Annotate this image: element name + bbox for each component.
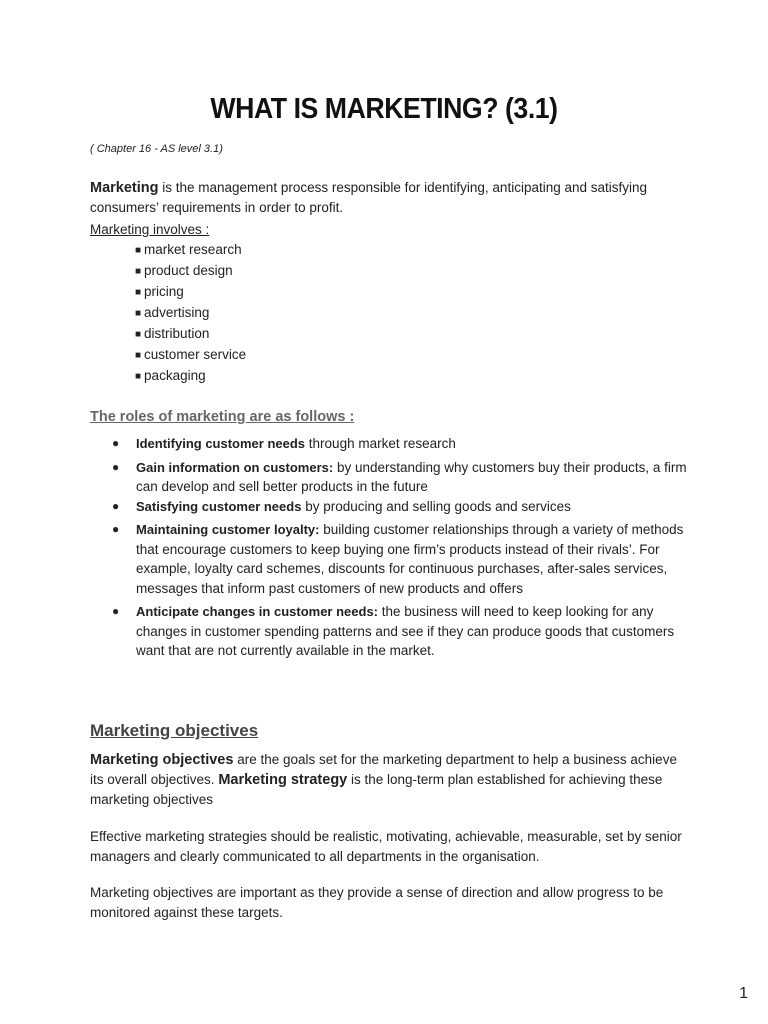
bullet-icon: ●: [112, 436, 120, 450]
list-item: ■ customer service: [135, 347, 247, 362]
list-item: ● Identifying customer needs through market research: [90, 434, 690, 454]
chapter-reference: ( Chapter 16 - AS level 3.1): [90, 143, 223, 155]
page-title: WHAT IS MARKETING? (3.1): [210, 93, 558, 125]
list-item: ● Anticipate changes in customer needs: the business will need to keep looking for any changes in customer spending patterns and see if they can produce goods that customers want that are not currently available in the market.: [112, 604, 675, 658]
objectives-heading: Marketing objectives: [90, 721, 259, 740]
strategy-paragraph: Effective marketing strategies should be realistic, motivating, achievable, measurable, set by senior managers and clearly communicated to all departments in the organisation.: [90, 829, 682, 864]
list-item: ● Satisfying customer needs by producing and selling goods and services: [90, 497, 690, 517]
bullet-icon: ●: [112, 604, 120, 618]
bullet-icon: ●: [112, 522, 120, 536]
roles-list: [90, 434, 690, 665]
list-item: ■ distribution: [135, 326, 210, 341]
list-item: ● Gain information on customers: by understanding why customers buy their products, a firm can develop and sell better products in the future: [112, 459, 687, 494]
list-item: ● Maintaining customer loyalty: building customer relationships through a variety of methods that encourage customers to keep buying one firm’s products instead of their rivals’. For example, loyalty card schemes, discounts for continuous purchases, after-sales services, messages that inform past customers of new products and offers: [112, 522, 684, 596]
roles-heading: The roles of marketing are as follows :: [90, 409, 355, 425]
list-item: ■ packaging: [135, 368, 206, 383]
objectives-paragraph: Marketing objectives are the goals set for the marketing department to help a business achieve its overall objectives. Marketing strategy is the long-term plan established for achieving these marketing objectives: [90, 752, 677, 807]
marketing-definition: [90, 178, 690, 218]
importance-paragraph: Marketing objectives are important as they provide a sense of direction and allow progress to be monitored against these targets.: [90, 885, 664, 920]
involves-heading: Marketing involves :: [90, 222, 210, 237]
involves-list: [135, 240, 246, 387]
list-item: ■ advertising: [135, 305, 210, 320]
list-item: ■ market research: [135, 242, 242, 257]
page-number: 1: [739, 985, 748, 1002]
bullet-icon: ●: [112, 459, 120, 474]
list-item: ■ pricing: [135, 284, 184, 299]
square-bullet-icon: ■: [135, 245, 142, 256]
square-bullet-icon: ■: [135, 266, 142, 277]
square-bullet-icon: ■: [135, 350, 142, 361]
square-bullet-icon: ■: [135, 287, 142, 298]
list-item: ■ product design: [135, 263, 233, 278]
definition-term: Marketing: [90, 180, 159, 196]
square-bullet-icon: ■: [135, 329, 142, 340]
definition-text: is the management process responsible for identifying, anticipating and satisfying consumers’ requirements in order to profit.: [90, 180, 648, 215]
square-bullet-icon: ■: [135, 308, 142, 319]
square-bullet-icon: ■: [135, 371, 142, 382]
bullet-icon: ●: [112, 498, 120, 513]
